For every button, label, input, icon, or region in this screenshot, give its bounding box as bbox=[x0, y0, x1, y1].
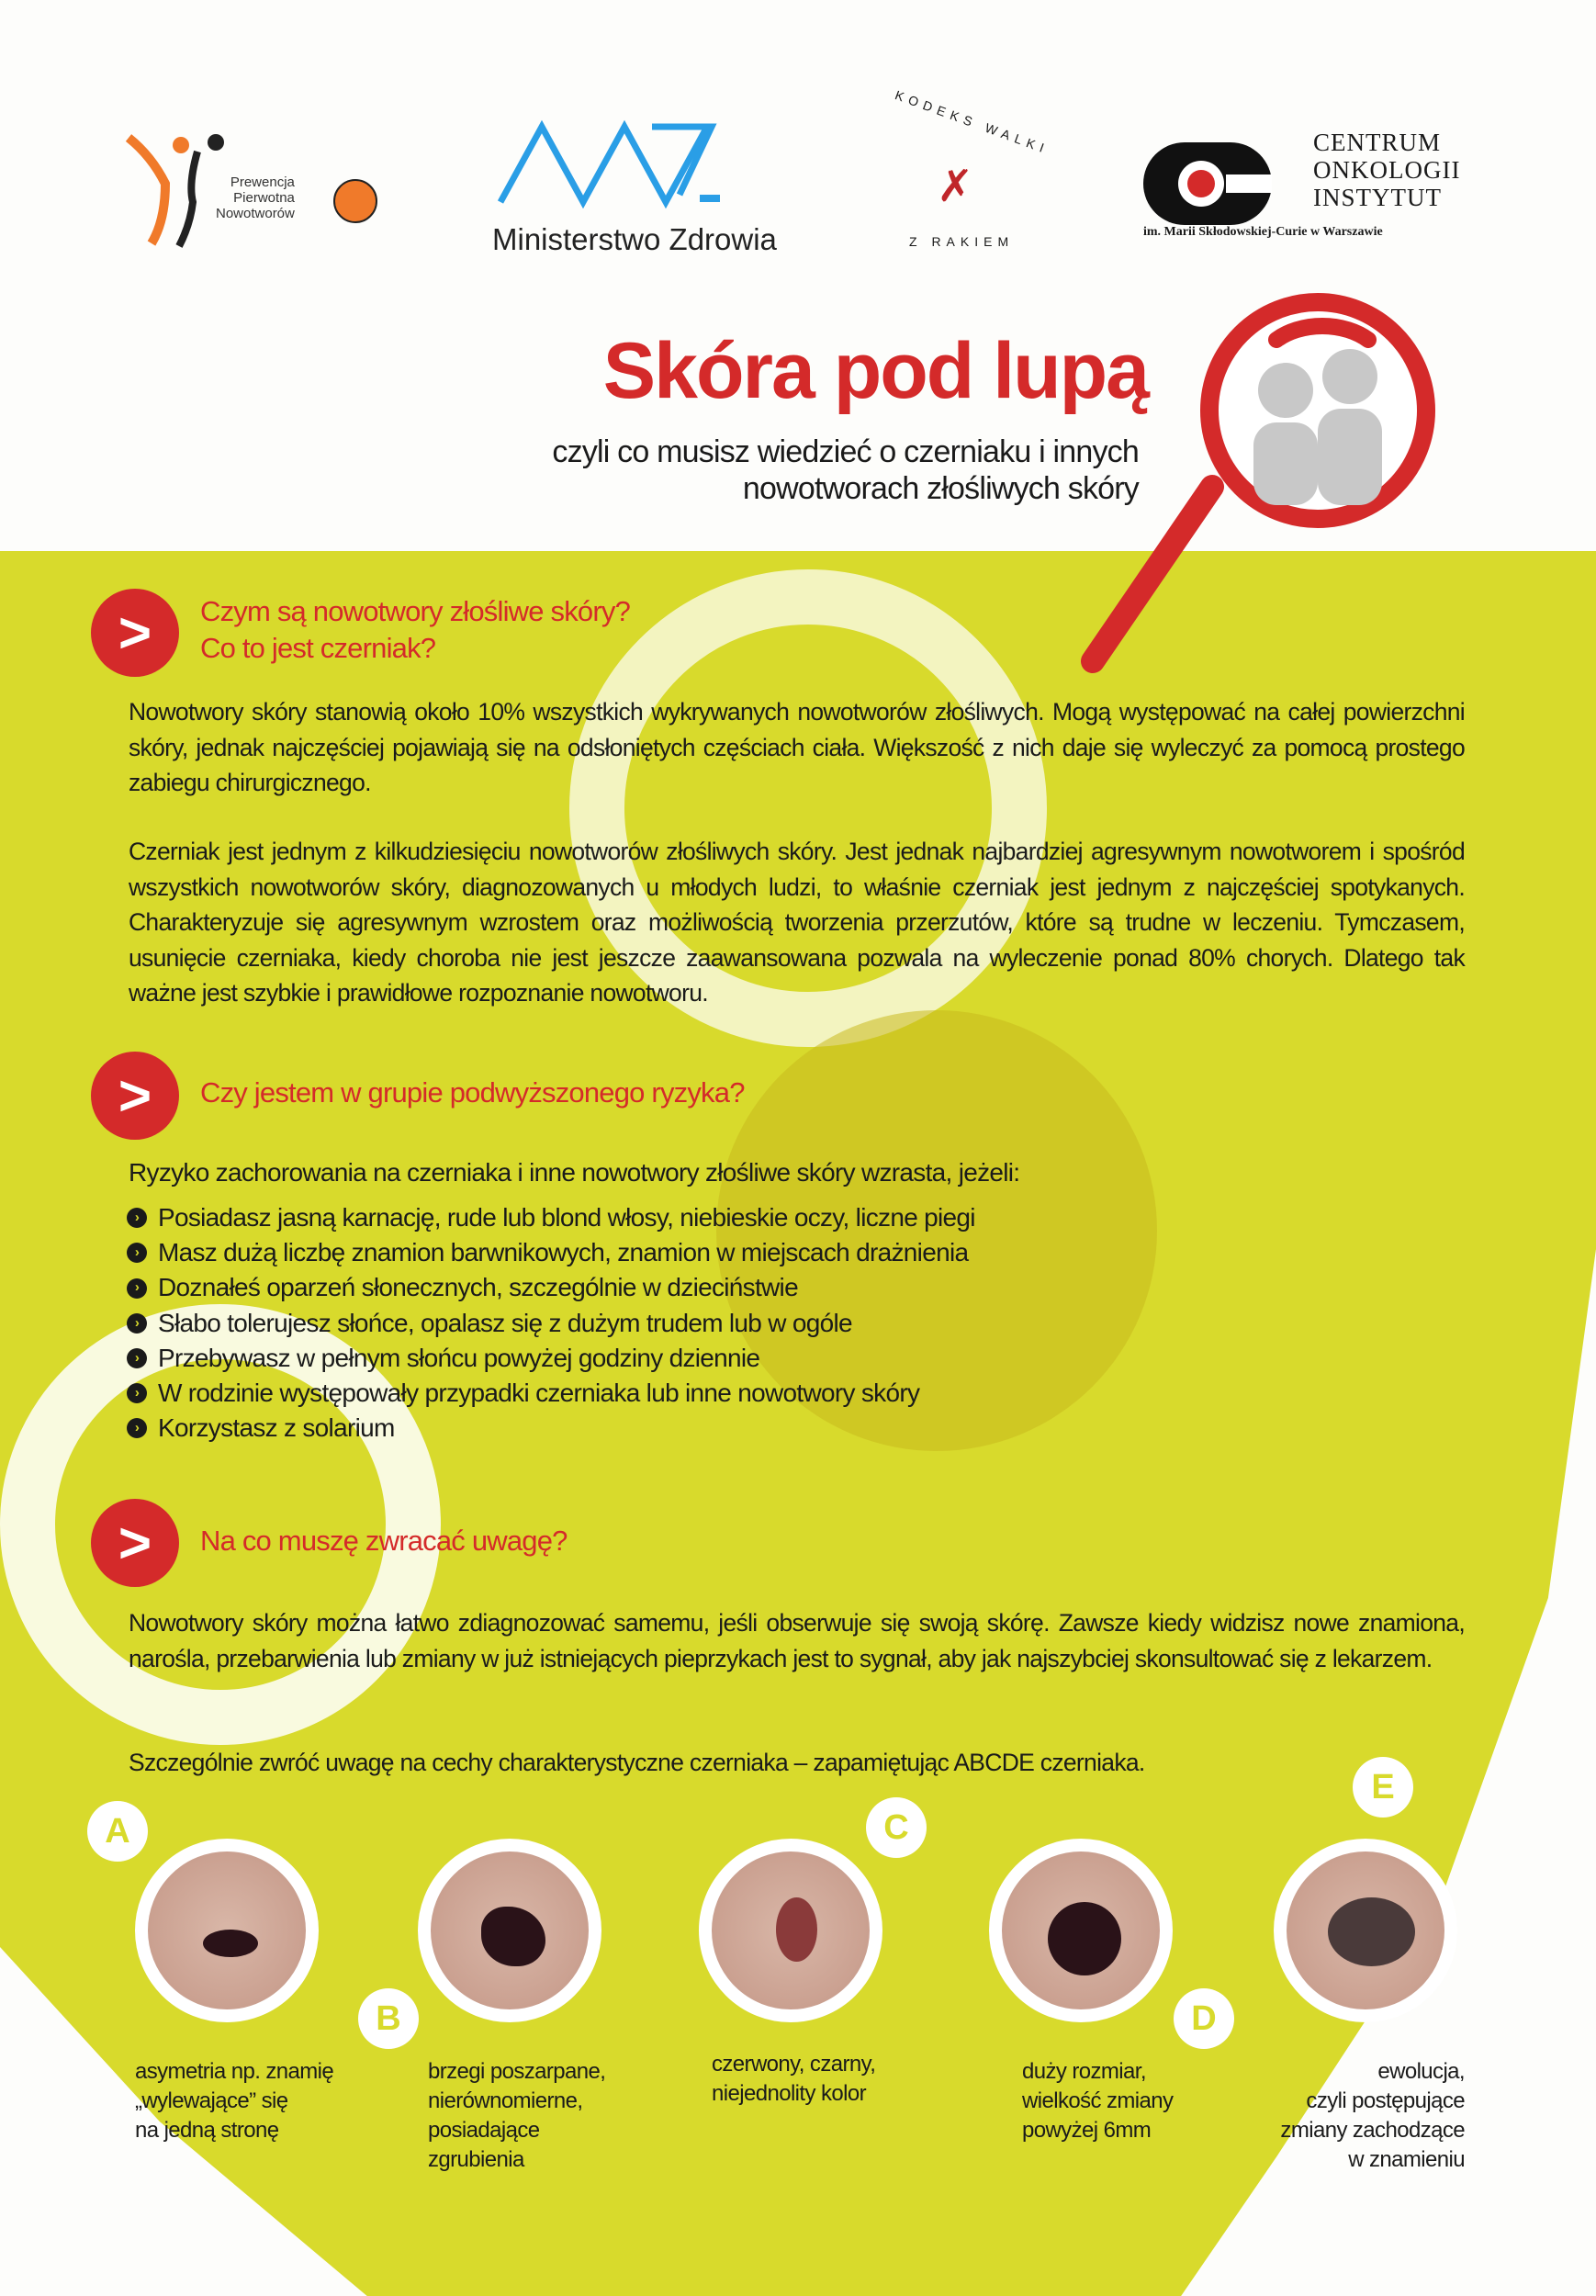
logo-text: Prewencja bbox=[230, 174, 295, 190]
melanoma-photo-b bbox=[418, 1839, 601, 2022]
caption-b bbox=[428, 2057, 605, 2175]
caption-line: na jedną stronę bbox=[135, 2118, 279, 2143]
letter-badge-b: B bbox=[358, 1988, 419, 2049]
logo-text: INSTYTUT bbox=[1313, 184, 1442, 211]
caption-e bbox=[1235, 2057, 1465, 2175]
risk-list bbox=[127, 1200, 1321, 1446]
letter-badge-e: E bbox=[1353, 1757, 1413, 1818]
caption-line: powyżej 6mm bbox=[1022, 2118, 1152, 2143]
coi-mark-icon bbox=[1143, 142, 1272, 225]
chevron-bullet-icon: › bbox=[127, 1348, 147, 1368]
chevron-bullet-icon: › bbox=[127, 1313, 147, 1334]
caption-line: zgrubienia bbox=[428, 2147, 524, 2172]
list-item-text: Doznałeś oparzeń słonecznych, szczególnie w dzieciństwie bbox=[158, 1273, 798, 1302]
caption-line: nierównomierne, bbox=[428, 2088, 583, 2113]
logo-text: KODEKS WALKI bbox=[893, 87, 1051, 157]
caption-a bbox=[135, 2057, 333, 2145]
page-title: Skóra pod lupą bbox=[602, 327, 1148, 415]
letter-badge-a: A bbox=[87, 1801, 148, 1862]
list-item-text: Słabo tolerujesz słońce, opalasz się z dużym trudem lub w ogóle bbox=[158, 1308, 852, 1337]
list-item bbox=[127, 1411, 1321, 1446]
chevron-right-icon: > bbox=[91, 1499, 179, 1587]
caption-c bbox=[712, 2050, 875, 2109]
list-item-text: W rodzinie występowały przypadki czerniaka lub inne nowotwory skóry bbox=[158, 1379, 920, 1408]
logo-text: CENTRUM bbox=[1313, 129, 1442, 156]
caption-d bbox=[1022, 2057, 1173, 2145]
subtitle-line: nowotworach złośliwych skóry bbox=[742, 471, 1139, 506]
paragraph: Nowotwory skóry można łatwo zdiagnozować samemu, jeśli obserwuje się swoją skórę. Zawsze kiedy widzisz nowe znamiona, narośla, przebarwienia lub zmiany w już istniejących pieprzykach jest to sygnał, aby jak najszybciej skonsultować się z lekarzem. bbox=[129, 1609, 1465, 1672]
logo-text: Z RAKIEM bbox=[909, 234, 1015, 249]
caption-line: zmiany zachodzące bbox=[1280, 2118, 1465, 2143]
subtitle-line: czyli co musisz wiedzieć o czerniaku i innych bbox=[552, 434, 1139, 469]
caption-line: duży rozmiar, bbox=[1022, 2059, 1146, 2084]
caption-line: brzegi poszarpane, bbox=[428, 2059, 606, 2084]
sun-logo-icon bbox=[333, 179, 377, 223]
melanoma-photo-a bbox=[135, 1839, 319, 2022]
list-item-text: Masz dużą liczbę znamion barwnikowych, znamion w miejscach drażnienia bbox=[158, 1238, 969, 1267]
chevron-right-icon: > bbox=[91, 1052, 179, 1140]
list-item bbox=[127, 1270, 1321, 1305]
paragraph: Ryzyko zachorowania na czerniaka i inne nowotwory złośliwe skóry wzrasta, jeżeli: bbox=[129, 1158, 1020, 1187]
caption-line: ewolucja, bbox=[1377, 2059, 1465, 2084]
list-item bbox=[127, 1306, 1321, 1341]
chevron-right-icon: > bbox=[91, 589, 179, 677]
chevron-bullet-icon: › bbox=[127, 1243, 147, 1263]
list-item-text: Przebywasz w pełnym słońcu powyżej godziny dziennie bbox=[158, 1343, 760, 1372]
paragraph: Szczególnie zwróć uwagę na cechy charakterystyczne czerniaka – zapamiętując ABCDE czerniaka. bbox=[129, 1749, 1145, 1776]
logo-ministerstwo-zdrowia bbox=[487, 119, 781, 257]
section-heading bbox=[200, 593, 630, 667]
melanoma-photo-e bbox=[1274, 1839, 1457, 2022]
caption-line: czerwony, czarny, bbox=[712, 2052, 876, 2077]
melanoma-photo-d bbox=[989, 1839, 1173, 2022]
caption-line: posiadające bbox=[428, 2118, 540, 2143]
page-subtitle bbox=[459, 433, 1139, 507]
heading-line: Czym są nowotwory złośliwe skóry? bbox=[200, 595, 631, 627]
paragraph: Nowotwory skóry stanowią około 10% wszystkich wykrywanych nowotworów złośliwych. Mogą występować na całej powierzchni skóry, jednak najczęściej pojawiają się na odsłoniętych częściach ciała. Większość z nich daje się wyleczyć za pomocą prostego zabiegu chirurgicznego. bbox=[129, 698, 1465, 796]
logo-text: ONKOLOGII bbox=[1313, 156, 1461, 184]
logo-text: im. Marii Skłodowskiej-Curie w Warszawie bbox=[1143, 225, 1383, 239]
logo-prewencja bbox=[124, 129, 381, 248]
logo-centrum-onkologii bbox=[1143, 129, 1461, 248]
section-heading: Na co muszę zwracać uwagę? bbox=[200, 1525, 568, 1557]
chevron-bullet-icon: › bbox=[127, 1278, 147, 1299]
figures-icon: ✗ bbox=[937, 163, 974, 211]
list-item bbox=[127, 1341, 1321, 1376]
letter-badge-d: D bbox=[1174, 1988, 1234, 2049]
caption-line: asymetria np. znamię bbox=[135, 2059, 334, 2084]
list-item bbox=[127, 1200, 1321, 1235]
mz-mark-icon bbox=[487, 119, 781, 211]
magnifier-icon bbox=[1065, 276, 1451, 680]
paragraph: Czerniak jest jednym z kilkudziesięciu nowotworów złośliwych skóry. Jest jednak najbardziej agresywnym nowotworem i spośród wszystkich nowotworów skóry, diagnozowanych u młodych ludzi, to właśnie czerniak jest jednym z najczęściej spotykanych. Charakteryzuje się agresywnym wzrostem oraz możliwością tworzenia przerzutów, które są trudne w leczeniu. Tymczasem, usunięcie czerniaka, kiedy choroba nie jest jeszcze zaawansowana pozwala na wyleczenie ponad 80% chorych. Dlatego tak ważne jest szybkie i prawidłowe rozpoznanie nowotworu. bbox=[129, 838, 1465, 1007]
logo-text: Pierwotna bbox=[233, 190, 295, 206]
list-item bbox=[127, 1376, 1321, 1411]
caption-line: w znamieniu bbox=[1348, 2147, 1465, 2172]
logo-text: Ministerstwo Zdrowia bbox=[492, 222, 777, 256]
logo-kodeks-walki bbox=[882, 87, 1051, 262]
caption-line: niejednolity kolor bbox=[712, 2081, 866, 2106]
logo-text: Nowotworów bbox=[216, 206, 295, 221]
section-heading: Czy jestem w grupie podwyższonego ryzyka? bbox=[200, 1076, 745, 1109]
list-item bbox=[127, 1235, 1321, 1270]
heading-line: Co to jest czerniak? bbox=[200, 632, 436, 664]
letter-badge-c: C bbox=[866, 1797, 927, 1858]
chevron-bullet-icon: › bbox=[127, 1383, 147, 1403]
chevron-bullet-icon: › bbox=[127, 1208, 147, 1228]
list-item-text: Korzystasz z solarium bbox=[158, 1413, 395, 1443]
caption-line: wielkość zmiany bbox=[1022, 2088, 1174, 2113]
caption-line: „wylewające” się bbox=[135, 2088, 288, 2113]
caption-line: czyli postępujące bbox=[1306, 2088, 1465, 2113]
list-item-text: Posiadasz jasną karnację, rude lub blond włosy, niebieskie oczy, liczne piegi bbox=[158, 1203, 975, 1232]
chevron-bullet-icon: › bbox=[127, 1418, 147, 1438]
melanoma-photo-c bbox=[699, 1839, 882, 2022]
